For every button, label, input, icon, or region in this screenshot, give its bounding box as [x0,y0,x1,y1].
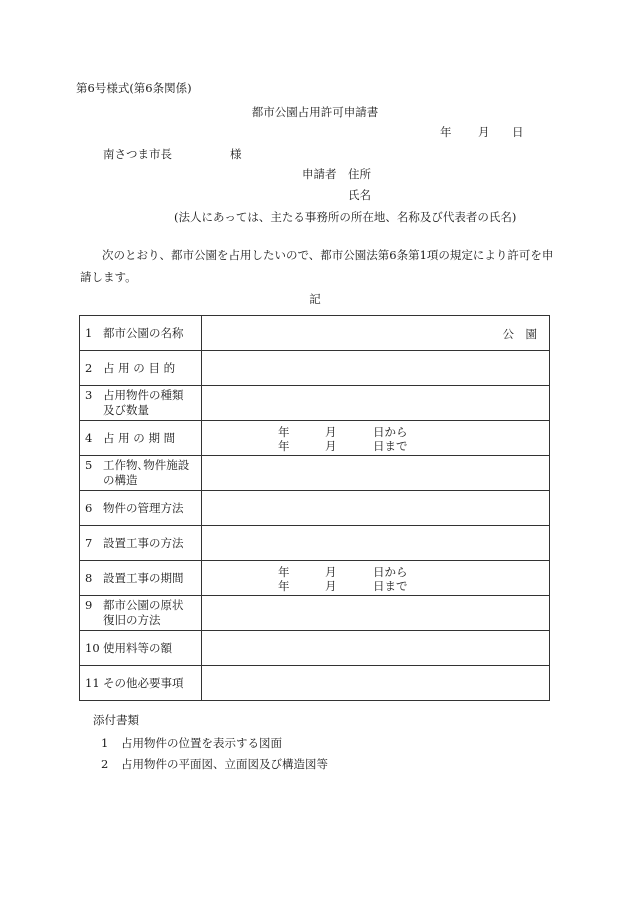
date-month-label: 月 [478,125,490,139]
table-row [80,561,550,596]
table-row [80,456,550,491]
row-label-cont: 復旧の方法 [103,613,161,627]
ki-label: 記 [309,292,321,306]
address-label: 住所 [348,167,371,181]
corporation-note: (法人にあっては、主たる事務所の所在地、名称及び代表者の氏名) [174,210,517,224]
date-year-label: 年 [440,125,452,139]
period-block [278,565,408,593]
purpose-field[interactable] [202,351,550,386]
row-label-text: 物件の管理方法 [103,500,184,515]
row-label-text: 工作物､物件施設 [103,458,190,472]
row-label [80,456,202,491]
period-to-month: 月 [325,439,337,453]
addressee: 南さつま市長 [103,147,172,161]
period-to-day: 日まで [373,439,408,453]
body-text: 次のとおり、都市公園を占用したいので、都市公園法第6条第1項の規定により許可を申請します。 [80,248,554,284]
table-row [80,596,550,631]
row-label-cont: の構造 [103,473,138,487]
period-from-day: 日から [373,565,408,579]
period-from-year: 年 [278,565,290,579]
restoration-method-field[interactable] [202,596,550,631]
row-label [80,561,202,596]
row-label [80,316,202,351]
attachment-item [101,735,282,751]
table-row [80,316,550,351]
period-to-year: 年 [278,579,290,593]
applicant-label: 申請者 [302,167,337,181]
row-label [80,526,202,561]
row-number: 7 [85,535,93,550]
row-label [80,351,202,386]
period-from-month: 月 [325,425,337,439]
attachment-text: 占用物件の平面図、立面図及び構造図等 [121,757,328,771]
table-row [80,421,550,456]
row-label-text: 占 用 の 期 間 [103,430,176,445]
row-number: 6 [85,500,93,515]
row-label [80,631,202,666]
period-to-day: 日まで [373,579,408,593]
management-method-field[interactable] [202,491,550,526]
table-row [80,351,550,386]
page-title: 都市公園占用許可申請書 [251,105,379,119]
structure-field[interactable] [202,456,550,491]
row-label [80,596,202,631]
row-number: 2 [85,360,93,375]
table-row [80,386,550,421]
row-number: 9 [85,598,93,612]
row-label-text: 使用料等の額 [103,640,172,655]
row-number: 5 [85,458,93,472]
park-name-field[interactable] [202,316,550,351]
construction-period-field[interactable] [202,561,550,596]
occupancy-period-field[interactable] [202,421,550,456]
object-type-field[interactable] [202,386,550,421]
form-number: 第6号様式(第6条関係) [76,81,192,95]
row-number: 4 [85,430,93,445]
fee-amount-field[interactable] [202,631,550,666]
row-label-text: その他必要事項 [103,675,184,690]
period-from-month: 月 [325,565,337,579]
row-label-text: 都市公園の原状 [103,598,184,612]
honorific: 様 [230,147,242,161]
name-label: 氏名 [348,188,371,202]
attachment-text: 占用物件の位置を表示する図面 [121,736,282,750]
period-from-day: 日から [373,425,408,439]
construction-method-field[interactable] [202,526,550,561]
attachment-number: 1 [101,736,109,750]
row-label [80,491,202,526]
attachments-heading: 添付書類 [93,713,139,727]
application-table [79,315,550,701]
period-from-year: 年 [278,425,290,439]
row-number: 1 [85,325,93,340]
table-row [80,666,550,701]
row-label-text: 占 用 の 目 的 [103,360,176,375]
attachment-number: 2 [101,757,109,771]
period-to-month: 月 [325,579,337,593]
table-row [80,526,550,561]
row-label [80,666,202,701]
period-to-year: 年 [278,439,290,453]
other-matters-field[interactable] [202,666,550,701]
row-number: 3 [85,388,93,402]
row-label-text: 都市公園の名称 [103,325,184,340]
table-row [80,491,550,526]
row-label-text: 設置工事の期間 [103,570,184,585]
park-suffix: 公 園 [502,327,537,341]
table-row [80,631,550,666]
attachment-item [101,756,328,772]
row-label [80,386,202,421]
row-label [80,421,202,456]
row-label-text: 占用物件の種類 [103,388,184,402]
date-day-label: 日 [512,125,524,139]
row-label-text: 設置工事の方法 [103,535,184,550]
row-label-cont: 及び数量 [103,403,149,417]
period-block [278,425,408,453]
row-number: 8 [85,570,93,585]
row-number: 11 [85,675,100,690]
row-number: 10 [85,640,100,655]
